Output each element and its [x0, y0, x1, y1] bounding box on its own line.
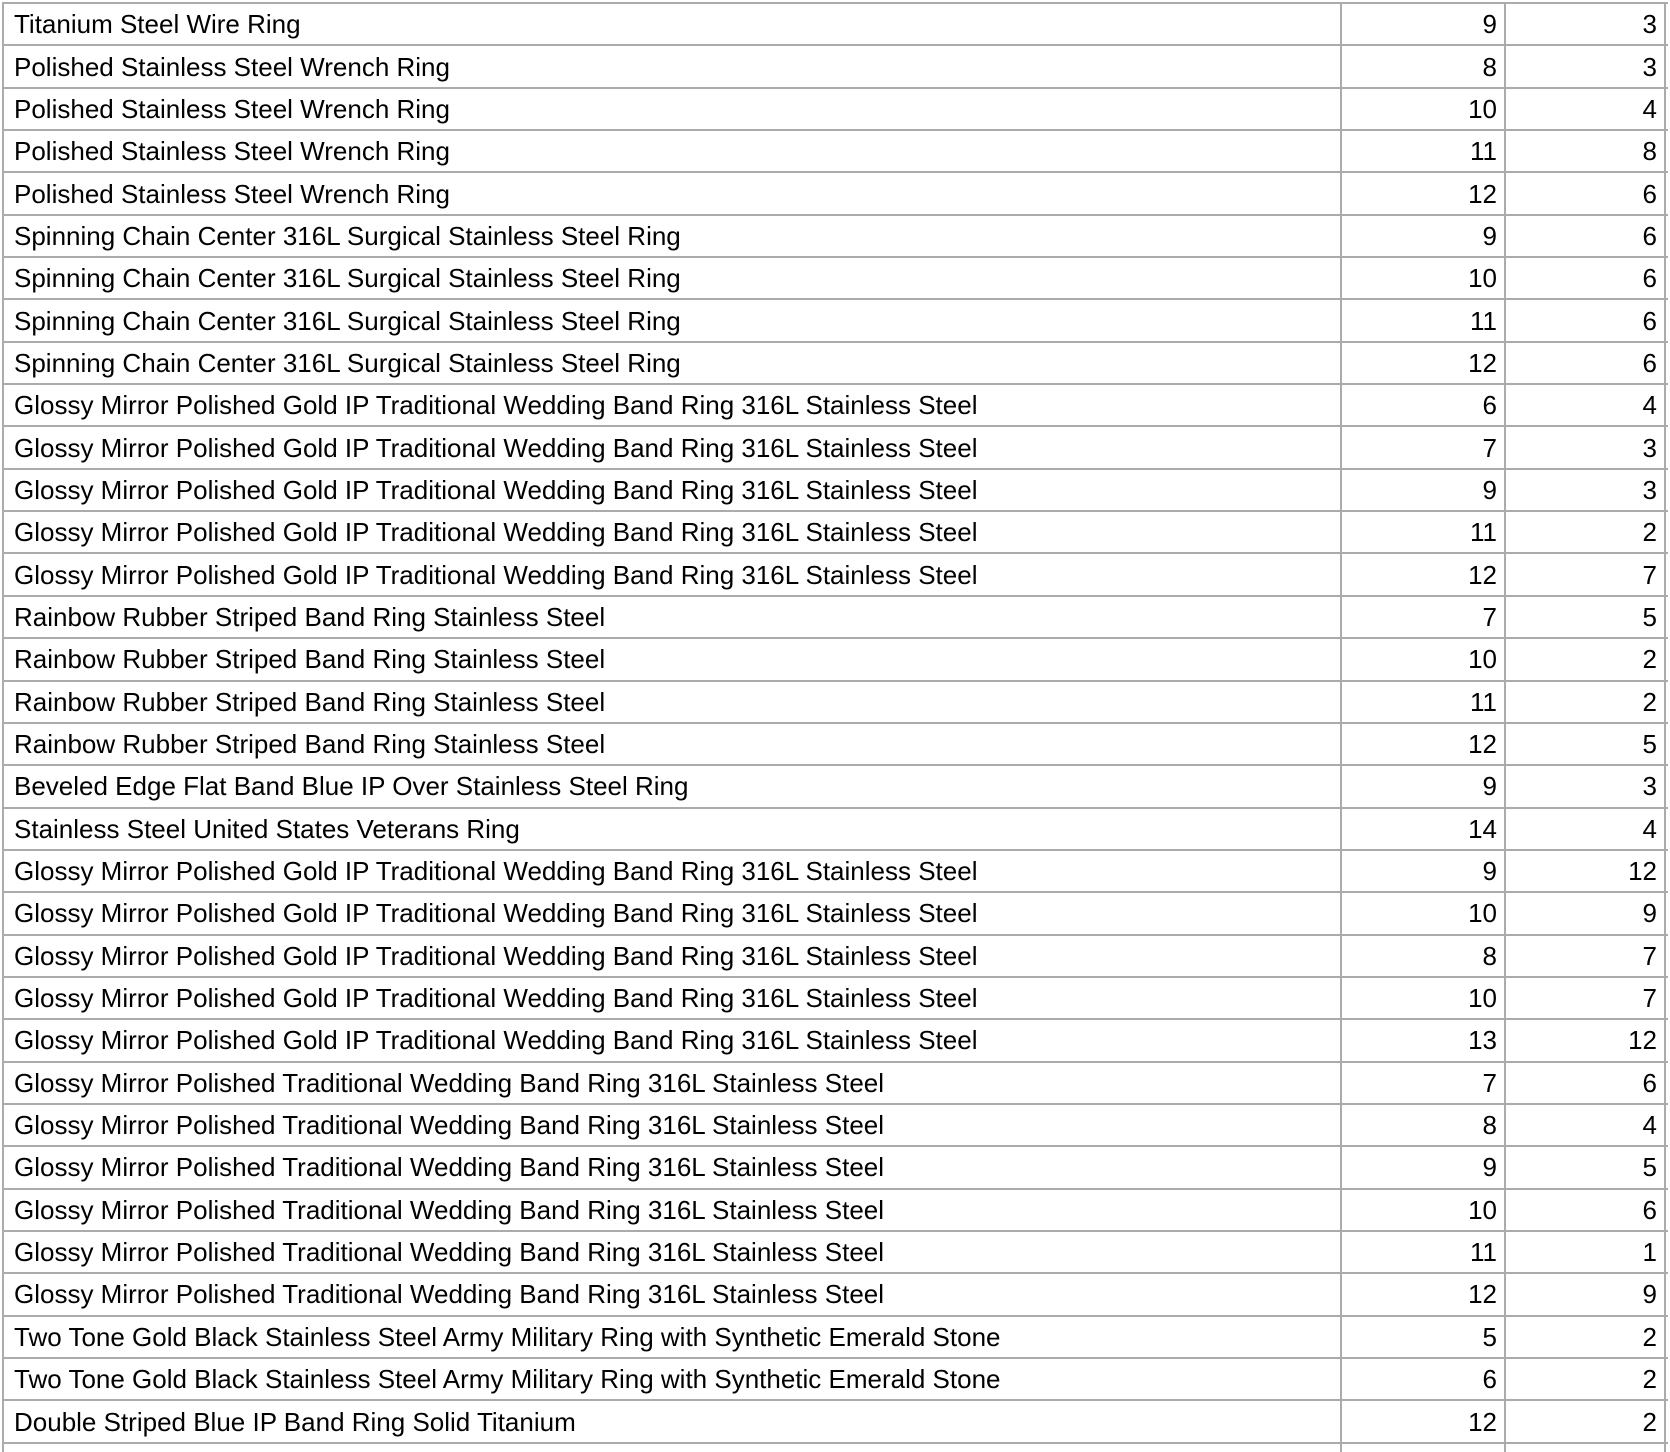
size-value: 11 [1470, 517, 1497, 548]
quantity-value: 2 [1642, 1406, 1657, 1437]
product-name-cell[interactable] [4, 682, 1342, 722]
table-row [4, 131, 1668, 173]
product-name-cell[interactable] [4, 639, 1342, 679]
size-value: 9 [1482, 220, 1497, 251]
quantity-value: 6 [1642, 1067, 1657, 1098]
size-value: 10 [1468, 263, 1497, 294]
size-cell[interactable] [1342, 597, 1506, 637]
product-name-text: Glossy Mirror Polished Traditional Wedding Band Ring 316L Stainless Steel [14, 1237, 885, 1268]
table-row [4, 4, 1668, 46]
quantity-cell[interactable] [1506, 1105, 1666, 1145]
size-value: 12 [1468, 559, 1497, 590]
quantity-cell[interactable] [1506, 1190, 1666, 1230]
product-name-text: Spinning Chain Center 316L Surgical Stainless Steel Ring [14, 220, 681, 251]
quantity-value: 6 [1642, 347, 1657, 378]
product-name-text: Glossy Mirror Polished Gold IP Traditional Wedding Band Ring 316L Stainless Steel [14, 940, 978, 971]
quantity-cell[interactable] [1506, 1232, 1666, 1272]
product-name-text: Spinning Chain Center 316L Surgical Stainless Steel Ring [14, 347, 681, 378]
quantity-cell[interactable] [1506, 639, 1666, 679]
product-name-text: Rainbow Rubber Striped Band Ring Stainless Steel [14, 686, 606, 717]
quantity-value: 8 [1642, 136, 1657, 167]
table-row [4, 89, 1668, 131]
product-name-cell[interactable] [4, 1359, 1342, 1399]
size-cell[interactable] [1342, 1190, 1506, 1230]
product-name-text: Two Tone Gold Black Stainless Steel Army Military Ring with Synthetic Emerald Stone [14, 1321, 1001, 1352]
quantity-cell[interactable] [1506, 554, 1666, 594]
size-value: 9 [1482, 1152, 1497, 1183]
product-name-cell[interactable] [4, 766, 1342, 806]
table-row [4, 766, 1668, 808]
size-value: 6 [1482, 1364, 1497, 1395]
quantity-cell[interactable] [1506, 512, 1666, 552]
table-row [4, 1020, 1668, 1062]
product-name-text: Glossy Mirror Polished Traditional Wedding Band Ring 316L Stainless Steel [14, 1194, 885, 1225]
product-name-text: Glossy Mirror Polished Traditional Wedding Band Ring 316L Stainless Steel [14, 1110, 885, 1141]
quantity-cell[interactable] [1506, 851, 1666, 891]
size-cell[interactable] [1342, 1147, 1506, 1187]
quantity-value: 4 [1642, 93, 1657, 124]
size-value: 10 [1468, 1194, 1497, 1225]
product-name-cell[interactable] [4, 1020, 1342, 1060]
product-name-cell[interactable] [4, 1401, 1342, 1441]
product-name-text: Glossy Mirror Polished Gold IP Traditional Wedding Band Ring 316L Stainless Steel [14, 898, 978, 929]
size-cell[interactable] [1342, 216, 1506, 256]
table-row [4, 1147, 1668, 1189]
size-value: 10 [1468, 644, 1497, 675]
size-value: 8 [1482, 1110, 1497, 1141]
size-cell[interactable] [1342, 639, 1506, 679]
quantity-cell[interactable] [1506, 1444, 1666, 1452]
table-row-partial [4, 1444, 1668, 1452]
product-name-text: Rainbow Rubber Striped Band Ring Stainless Steel [14, 644, 606, 675]
quantity-value: 3 [1642, 771, 1657, 802]
quantity-value: 6 [1642, 263, 1657, 294]
product-name-text: Glossy Mirror Polished Gold IP Traditional Wedding Band Ring 316L Stainless Steel [14, 432, 978, 463]
quantity-value: 5 [1642, 729, 1657, 760]
quantity-cell[interactable] [1506, 1147, 1666, 1187]
table-row [4, 1063, 1668, 1105]
size-cell[interactable] [1342, 766, 1506, 806]
size-value: 9 [1482, 856, 1497, 887]
product-name-cell[interactable] [4, 724, 1342, 764]
product-name-text: Glossy Mirror Polished Gold IP Traditional Wedding Band Ring 316L Stainless Steel [14, 474, 978, 505]
product-name-text: Polished Stainless Steel Wrench Ring [14, 178, 450, 209]
quantity-value: 6 [1642, 1194, 1657, 1225]
table-body [4, 4, 1668, 1444]
table-row [4, 258, 1668, 300]
size-value: 6 [1482, 390, 1497, 421]
size-cell[interactable] [1342, 936, 1506, 976]
quantity-value: 3 [1642, 432, 1657, 463]
quantity-cell[interactable] [1506, 1359, 1666, 1399]
size-value: 11 [1470, 1237, 1497, 1268]
table-row [4, 724, 1668, 766]
product-name-text: Polished Stainless Steel Wrench Ring [14, 93, 450, 124]
size-value: 12 [1468, 1406, 1497, 1437]
product-name-cell[interactable] [4, 1105, 1342, 1145]
table-row [4, 597, 1668, 639]
product-name-text: Glossy Mirror Polished Gold IP Traditional Wedding Band Ring 316L Stainless Steel [14, 390, 978, 421]
quantity-cell[interactable] [1506, 4, 1666, 44]
table-row [4, 639, 1668, 681]
quantity-cell[interactable] [1506, 766, 1666, 806]
size-cell[interactable] [1342, 131, 1506, 171]
quantity-cell[interactable] [1506, 682, 1666, 722]
table-row [4, 1105, 1668, 1147]
size-value: 10 [1468, 93, 1497, 124]
quantity-cell[interactable] [1506, 809, 1666, 849]
quantity-cell[interactable] [1506, 427, 1666, 467]
size-value: 11 [1470, 686, 1497, 717]
size-cell[interactable] [1342, 682, 1506, 722]
quantity-value: 2 [1642, 686, 1657, 717]
table-row [4, 512, 1668, 554]
size-value: 8 [1482, 940, 1497, 971]
product-name-cell[interactable] [4, 173, 1342, 213]
product-name-cell[interactable] [4, 893, 1342, 933]
table-row [4, 893, 1668, 935]
size-value: 7 [1482, 601, 1497, 632]
quantity-value: 5 [1642, 1152, 1657, 1183]
table-row [4, 936, 1668, 978]
size-value: 7 [1482, 432, 1497, 463]
quantity-cell[interactable] [1506, 46, 1666, 86]
quantity-cell[interactable] [1506, 343, 1666, 383]
quantity-value: 2 [1642, 1364, 1657, 1395]
quantity-cell[interactable] [1506, 1063, 1666, 1103]
product-name-cell[interactable] [4, 1444, 1342, 1452]
table-row [4, 1317, 1668, 1359]
quantity-value: 6 [1642, 178, 1657, 209]
table-row [4, 343, 1668, 385]
size-value: 5 [1482, 1321, 1497, 1352]
quantity-value: 3 [1642, 51, 1657, 82]
quantity-cell[interactable] [1506, 470, 1666, 510]
product-name-cell[interactable] [4, 343, 1342, 383]
quantity-cell[interactable] [1506, 131, 1666, 171]
quantity-value: 5 [1642, 601, 1657, 632]
size-value: 12 [1468, 347, 1497, 378]
quantity-value: 7 [1642, 983, 1657, 1014]
quantity-value: 9 [1642, 1279, 1657, 1310]
size-value: 10 [1468, 983, 1497, 1014]
size-cell[interactable] [1342, 1444, 1506, 1452]
size-cell[interactable] [1342, 851, 1506, 891]
size-cell[interactable] [1342, 1232, 1506, 1272]
size-cell[interactable] [1342, 893, 1506, 933]
size-cell[interactable] [1342, 809, 1506, 849]
size-cell[interactable] [1342, 258, 1506, 298]
table-row [4, 300, 1668, 342]
size-value: 11 [1470, 136, 1497, 167]
table-row [4, 46, 1668, 88]
table-row [4, 1401, 1668, 1443]
product-name-text: Two Tone Gold Black Stainless Steel Army Military Ring with Synthetic Emerald Stone [14, 1364, 1001, 1395]
size-cell[interactable] [1342, 1317, 1506, 1357]
quantity-cell[interactable] [1506, 1401, 1666, 1441]
product-name-cell[interactable] [4, 597, 1342, 637]
product-name-text: Spinning Chain Center 316L Surgical Stainless Steel Ring [14, 305, 681, 336]
quantity-value: 7 [1642, 940, 1657, 971]
product-name-text: Double Striped Blue IP Band Ring Solid Titanium [14, 1406, 576, 1437]
product-name-cell[interactable] [4, 427, 1342, 467]
size-cell[interactable] [1342, 300, 1506, 340]
size-value: 9 [1482, 9, 1497, 40]
size-cell[interactable] [1342, 724, 1506, 764]
quantity-value: 3 [1642, 9, 1657, 40]
product-name-text: Glossy Mirror Polished Traditional Wedding Band Ring 316L Stainless Steel [14, 1152, 885, 1183]
product-name-text: Glossy Mirror Polished Traditional Wedding Band Ring 316L Stainless Steel [14, 1067, 885, 1098]
size-cell[interactable] [1342, 1020, 1506, 1060]
quantity-cell[interactable] [1506, 597, 1666, 637]
table-row [4, 1359, 1668, 1401]
product-name-cell[interactable] [4, 1063, 1342, 1103]
quantity-cell[interactable] [1506, 1274, 1666, 1314]
table-row [4, 851, 1668, 893]
size-cell[interactable] [1342, 470, 1506, 510]
quantity-value: 2 [1642, 644, 1657, 675]
size-cell[interactable] [1342, 1359, 1506, 1399]
size-cell[interactable] [1342, 385, 1506, 425]
product-name-cell[interactable] [4, 470, 1342, 510]
product-name-cell[interactable] [4, 46, 1342, 86]
size-cell[interactable] [1342, 512, 1506, 552]
product-name-text: Stainless Steel United States Veterans Ring [14, 813, 520, 844]
quantity-value: 4 [1642, 390, 1657, 421]
product-name-cell[interactable] [4, 89, 1342, 129]
product-name-cell[interactable] [4, 1274, 1342, 1314]
quantity-value: 2 [1642, 517, 1657, 548]
quantity-value: 6 [1642, 305, 1657, 336]
product-name-text: Glossy Mirror Polished Traditional Wedding Band Ring 316L Stainless Steel [14, 1279, 885, 1310]
product-name-text: Rainbow Rubber Striped Band Ring Stainless Steel [14, 601, 606, 632]
size-value: 12 [1468, 178, 1497, 209]
table-row [4, 554, 1668, 596]
size-value: 14 [1468, 813, 1497, 844]
product-name-cell[interactable] [4, 1147, 1342, 1187]
table-row [4, 385, 1668, 427]
table-row [4, 173, 1668, 215]
product-name-cell[interactable] [4, 4, 1342, 44]
quantity-cell[interactable] [1506, 1020, 1666, 1060]
size-cell[interactable] [1342, 1063, 1506, 1103]
size-value: 9 [1482, 474, 1497, 505]
table-row [4, 809, 1668, 851]
product-name-text: Glossy Mirror Polished Gold IP Traditional Wedding Band Ring 316L Stainless Steel [14, 856, 978, 887]
quantity-cell[interactable] [1506, 724, 1666, 764]
size-cell[interactable] [1342, 343, 1506, 383]
product-name-text: Rainbow Rubber Striped Band Ring Stainless Steel [14, 729, 606, 760]
product-name-text: Polished Stainless Steel Wrench Ring [14, 51, 450, 82]
table-row [4, 1274, 1668, 1316]
product-name-cell[interactable] [4, 978, 1342, 1018]
size-value: 7 [1482, 1067, 1497, 1098]
table-row [4, 978, 1668, 1020]
product-name-cell[interactable] [4, 1317, 1342, 1357]
quantity-value: 6 [1642, 220, 1657, 251]
product-name-text: Beveled Edge Flat Band Blue IP Over Stainless Steel Ring [14, 771, 689, 802]
product-name-cell[interactable] [4, 216, 1342, 256]
quantity-cell[interactable] [1506, 258, 1666, 298]
quantity-cell[interactable] [1506, 216, 1666, 256]
product-name-text: Polished Stainless Steel Wrench Ring [14, 136, 450, 167]
quantity-cell[interactable] [1506, 893, 1666, 933]
quantity-cell[interactable] [1506, 1317, 1666, 1357]
size-value: 10 [1468, 898, 1497, 929]
quantity-value: 4 [1642, 1110, 1657, 1141]
size-cell[interactable] [1342, 1105, 1506, 1145]
size-value: 11 [1470, 305, 1497, 336]
quantity-cell[interactable] [1506, 978, 1666, 1018]
table-row [4, 470, 1668, 512]
product-name-cell[interactable] [4, 512, 1342, 552]
quantity-cell[interactable] [1506, 300, 1666, 340]
size-cell[interactable] [1342, 1274, 1506, 1314]
product-name-text: Glossy Mirror Polished Gold IP Traditional Wedding Band Ring 316L Stainless Steel [14, 983, 978, 1014]
product-name-text: Titanium Steel Wire Ring [14, 9, 301, 40]
quantity-value: 12 [1628, 1025, 1657, 1056]
product-name-text: Glossy Mirror Polished Gold IP Traditional Wedding Band Ring 316L Stainless Steel [14, 1025, 978, 1056]
quantity-cell[interactable] [1506, 173, 1666, 213]
product-name-cell[interactable] [4, 1190, 1342, 1230]
quantity-value: 1 [1642, 1237, 1657, 1268]
size-value: 13 [1468, 1025, 1497, 1056]
size-cell[interactable] [1342, 1401, 1506, 1441]
size-value: 9 [1482, 771, 1497, 802]
product-name-cell[interactable] [4, 809, 1342, 849]
quantity-value: 12 [1628, 856, 1657, 887]
product-name-cell[interactable] [4, 300, 1342, 340]
size-value: 8 [1482, 51, 1497, 82]
product-name-text: Glossy Mirror Polished Gold IP Traditional Wedding Band Ring 316L Stainless Steel [14, 559, 978, 590]
product-name-cell[interactable] [4, 851, 1342, 891]
quantity-value: 4 [1642, 813, 1657, 844]
quantity-cell[interactable] [1506, 936, 1666, 976]
size-cell[interactable] [1342, 427, 1506, 467]
size-cell[interactable] [1342, 173, 1506, 213]
product-name-cell[interactable] [4, 385, 1342, 425]
table-row [4, 1232, 1668, 1274]
product-name-cell[interactable] [4, 258, 1342, 298]
quantity-value: 7 [1642, 559, 1657, 590]
table-row [4, 216, 1668, 258]
product-name-text: Glossy Mirror Polished Gold IP Traditional Wedding Band Ring 316L Stainless Steel [14, 517, 978, 548]
quantity-value: 2 [1642, 1321, 1657, 1352]
size-cell[interactable] [1342, 89, 1506, 129]
size-cell[interactable] [1342, 554, 1506, 594]
quantity-value: 9 [1642, 898, 1657, 929]
quantity-cell[interactable] [1506, 385, 1666, 425]
size-cell[interactable] [1342, 978, 1506, 1018]
table-row [4, 427, 1668, 469]
size-cell[interactable] [1342, 4, 1506, 44]
quantity-value: 3 [1642, 474, 1657, 505]
size-value: 12 [1468, 729, 1497, 760]
product-name-cell[interactable] [4, 554, 1342, 594]
product-name-cell[interactable] [4, 131, 1342, 171]
size-value: 12 [1468, 1279, 1497, 1310]
table-row [4, 1190, 1668, 1232]
quantity-cell[interactable] [1506, 89, 1666, 129]
product-name-cell[interactable] [4, 936, 1342, 976]
product-name-text: Spinning Chain Center 316L Surgical Stainless Steel Ring [14, 263, 681, 294]
table-row [4, 682, 1668, 724]
size-cell[interactable] [1342, 46, 1506, 86]
product-table [2, 2, 1668, 1452]
product-name-cell[interactable] [4, 1232, 1342, 1272]
